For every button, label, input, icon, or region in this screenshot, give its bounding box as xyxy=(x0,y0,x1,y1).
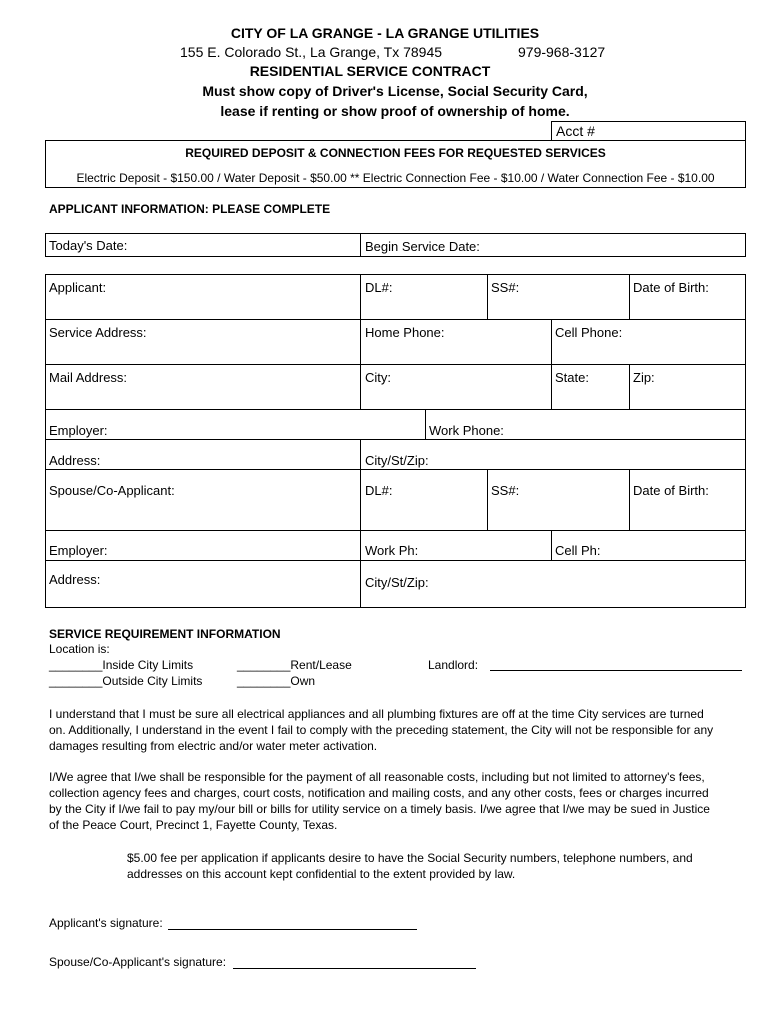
fees-box xyxy=(45,140,746,188)
spouse-field[interactable]: Spouse/Co-Applicant: xyxy=(49,483,175,498)
spouse-signature-line[interactable] xyxy=(233,968,476,969)
service-address-field[interactable]: Service Address: xyxy=(49,325,147,340)
header-title: CITY OF LA GRANGE - LA GRANGE UTILITIES xyxy=(230,25,540,41)
inside-city-option[interactable]: ________Inside City Limits xyxy=(49,658,194,672)
state-field[interactable]: State: xyxy=(555,370,589,385)
spouse-employer-field[interactable]: Employer: xyxy=(49,543,108,558)
landlord-label: Landlord: xyxy=(428,658,479,672)
fees-heading: REQUIRED DEPOSIT & CONNECTION FEES FOR REQUESTED SERVICES xyxy=(185,146,606,160)
applicant-signature-line[interactable] xyxy=(168,929,417,930)
work-phone-field[interactable]: Work Phone: xyxy=(429,423,504,438)
header-address: 155 E. Colorado St., La Grange, Tx 78945 xyxy=(180,44,443,60)
landlord-line[interactable] xyxy=(490,670,742,671)
employer-address-field[interactable]: Address: xyxy=(49,453,101,468)
spouse-address-field[interactable]: Address: xyxy=(49,572,101,587)
acct-field[interactable] xyxy=(551,121,746,141)
own-option[interactable]: ________Own xyxy=(237,674,316,688)
location-is-label: Location is: xyxy=(49,642,110,656)
applicant-section-heading: APPLICANT INFORMATION: PLEASE COMPLETE xyxy=(49,202,331,216)
spouse-city-st-zip-field[interactable]: City/St/Zip: xyxy=(365,575,429,590)
dob-field[interactable]: Date of Birth: xyxy=(633,280,709,295)
applicant-signature-label: Applicant's signature: xyxy=(49,916,163,930)
contract-title: RESIDENTIAL SERVICE CONTRACT xyxy=(249,63,491,79)
city-field[interactable]: City: xyxy=(365,370,391,385)
begin-service-date-field[interactable]: Begin Service Date: xyxy=(365,239,480,254)
home-phone-field[interactable]: Home Phone: xyxy=(365,325,445,340)
fees-details: Electric Deposit - $150.00 / Water Deposit - $50.00 ** Electric Connection Fee - $10.00 / Water Connection Fee - $10.00 xyxy=(76,171,715,185)
employer-city-st-zip-field[interactable]: City/St/Zip: xyxy=(365,453,429,468)
header-phone: 979-968-3127 xyxy=(518,44,606,60)
rent-lease-option[interactable]: ________Rent/Lease xyxy=(237,658,352,672)
spouse-dob-field[interactable]: Date of Birth: xyxy=(633,483,709,498)
ss-field[interactable]: SS#: xyxy=(491,280,520,295)
outside-city-option[interactable]: ________Outside City Limits xyxy=(49,674,203,688)
spouse-work-ph-field[interactable]: Work Ph: xyxy=(365,543,419,558)
service-section-heading: SERVICE REQUIREMENT INFORMATION xyxy=(49,627,281,641)
requirement-line-2: lease if renting or show proof of ownership of home. xyxy=(220,103,570,119)
terms-paragraph-2: I/We agree that I/we shall be responsible for the payment of all reasonable costs, including but not limited to attorney's fees, collection agency fees and charges, court costs, notification and mailing costs, and any other costs, fees or charges incurred by the City if I/we fail to pay my/our bill or bills for utility service on a timely basis. I/we agree that I/we may be sued in Justice of the Peace Court, Precinct 1, Fayette County, Texas. xyxy=(49,770,710,832)
terms-paragraph-1: I understand that I must be sure all electrical appliances and all plumbing fixtures are off at the time City services are turned on. Additionally, I understand in the event I fail to comply with the preceding statement, the City will not be responsible for any damages resulting from electric and/or water meter activation. xyxy=(49,707,714,753)
terms-paragraph-3: $5.00 fee per application if applicants desire to have the Social Security numbers, telephone numbers, and addresses on this account kept confidential to the extent provided by law. xyxy=(127,851,693,881)
cell-phone-field[interactable]: Cell Phone: xyxy=(555,325,623,340)
todays-date-field[interactable]: Today's Date: xyxy=(49,238,128,253)
zip-field[interactable]: Zip: xyxy=(633,370,655,385)
spouse-ss-field[interactable]: SS#: xyxy=(491,483,520,498)
dl-field[interactable]: DL#: xyxy=(365,280,393,295)
employer-field[interactable]: Employer: xyxy=(49,423,108,438)
applicant-field[interactable]: Applicant: xyxy=(49,280,107,295)
spouse-signature-label: Spouse/Co-Applicant's signature: xyxy=(49,955,227,969)
spouse-cell-ph-field[interactable]: Cell Ph: xyxy=(555,543,601,558)
acct-label: Acct # xyxy=(556,123,595,139)
requirement-line-1: Must show copy of Driver's License, Social Security Card, xyxy=(202,83,588,99)
mail-address-field[interactable]: Mail Address: xyxy=(49,370,128,385)
spouse-dl-field[interactable]: DL#: xyxy=(365,483,393,498)
